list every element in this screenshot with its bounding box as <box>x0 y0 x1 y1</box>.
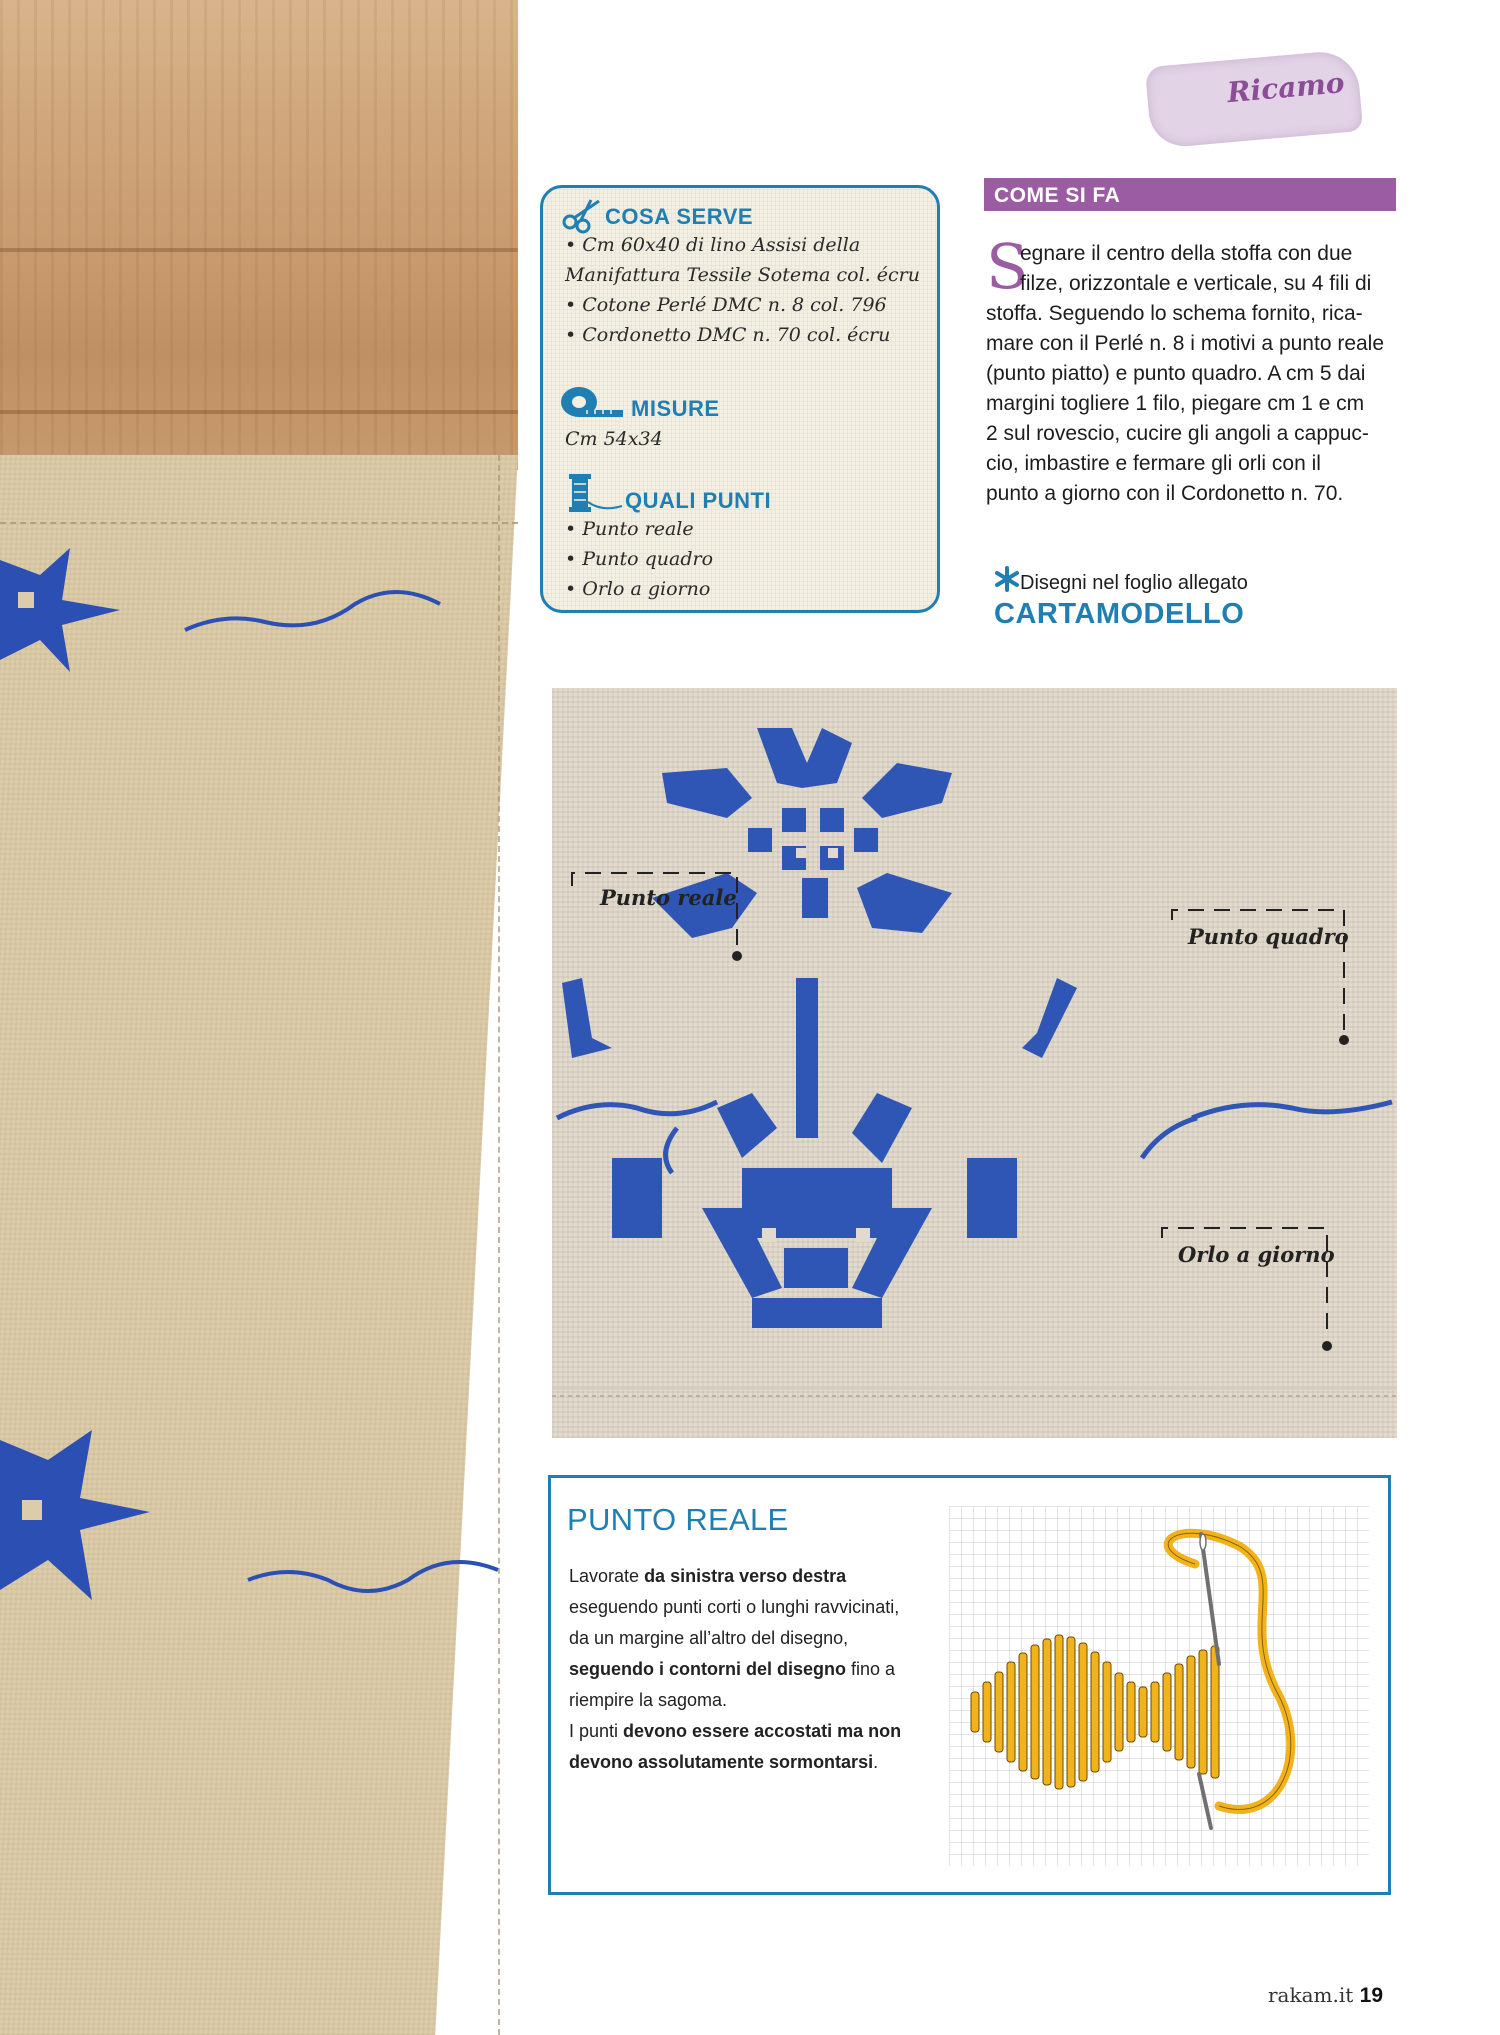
punto-reale-diagram <box>949 1506 1369 1866</box>
instructions-line: (punto piatto) e punto quadro. A cm 5 dai <box>986 362 1366 385</box>
punto-reale-line <box>569 1566 846 1587</box>
embroidery-detail-photo <box>552 688 1397 1438</box>
materials-line: • Cotone Perlé DMC n. 8 col. 796 <box>565 294 887 316</box>
materials-line: • Cm 60x40 di lino Assisi della <box>565 234 861 256</box>
stitch-bar <box>1151 1682 1159 1742</box>
stitch-item: • Orlo a giorno <box>565 578 711 600</box>
pattern-note: Disegni nel foglio allegato <box>1020 572 1248 594</box>
quali-punti-heading: QUALI PUNTI <box>625 488 772 513</box>
punto-reale-segment: da sinistra verso destra <box>644 1566 847 1586</box>
stitch-item: • Punto reale <box>565 518 694 540</box>
punto-reale-segment: devono assolutamente sormontarsi <box>569 1752 874 1772</box>
stitch-bar <box>1043 1639 1051 1785</box>
section-tag-label: Ricamo <box>1225 66 1346 110</box>
stitch-bar <box>1067 1637 1075 1787</box>
punto-reale-segment: I punti <box>569 1721 624 1741</box>
misure-value: Cm 54x34 <box>565 428 663 450</box>
label-orlo-a-giorno: Orlo a giorno <box>1178 1242 1335 1267</box>
instructions-line: cio, imbastire e fermare gli orli con il <box>986 452 1321 475</box>
stitch-bar <box>1031 1645 1039 1779</box>
stitch-bar <box>1019 1653 1027 1771</box>
materials-box <box>540 185 940 613</box>
stitch-bar <box>1091 1652 1099 1772</box>
instructions-line: filze, orizzontale e verticale, su 4 fili di <box>1020 272 1372 295</box>
instructions-heading: COME SI FA <box>984 178 1396 211</box>
stitch-bar <box>1163 1673 1171 1751</box>
pattern-title: CARTAMODELLO <box>994 598 1245 630</box>
tablecloth-embroidery <box>0 0 518 2035</box>
label-punto-reale: Punto reale <box>600 885 737 910</box>
punto-reale-segment: fino a <box>846 1659 896 1679</box>
stitch-bar <box>1007 1662 1015 1762</box>
instructions-line: stoffa. Seguendo lo schema fornito, rica- <box>986 302 1363 325</box>
punto-reale-line <box>569 1659 895 1680</box>
punto-reale-segment: devono essere accostati ma non <box>623 1721 902 1741</box>
punto-reale-line <box>569 1690 727 1711</box>
scissors-icon <box>561 198 601 234</box>
punto-reale-segment: seguendo i contorni del disegno <box>569 1659 847 1679</box>
stitch-bar <box>1199 1650 1207 1774</box>
page-footer <box>1268 1983 1383 2008</box>
embroidery-motif <box>552 688 1397 1438</box>
stitch-bar <box>983 1682 991 1742</box>
dropcap: S <box>986 230 1029 303</box>
instructions-line: margini togliere 1 filo, piegare cm 1 e cm <box>986 392 1365 415</box>
thread-spool-icon <box>565 472 625 516</box>
asterisk-icon <box>994 566 1020 592</box>
stitch-bar <box>971 1692 979 1732</box>
punto-reale-title: PUNTO REALE <box>567 1502 789 1537</box>
stitch-bar <box>1211 1646 1219 1778</box>
punto-reale-line <box>569 1721 901 1742</box>
instructions-line: egnare il centro della stoffa con due <box>1020 242 1353 265</box>
stitch-bar <box>1115 1673 1123 1751</box>
stitch-bar <box>1103 1662 1111 1762</box>
punto-reale-segment: da un margine all’altro del disegno, <box>569 1628 849 1648</box>
materials-line: • Cordonetto DMC n. 70 col. écru <box>565 324 891 346</box>
label-punto-quadro: Punto quadro <box>1188 924 1349 949</box>
stitch-bar <box>1127 1682 1135 1742</box>
materials-line: Manifattura Tessile Sotema col. écru <box>565 264 920 286</box>
measuring-tape-icon <box>559 384 625 420</box>
stitch-bar <box>1175 1664 1183 1760</box>
stitch-item: • Punto quadro <box>565 548 714 570</box>
stitch-bar <box>1187 1656 1195 1768</box>
footer-site: rakam.it <box>1268 1983 1354 2007</box>
instructions-line: 2 sul rovescio, cucire gli angoli a cappuc- <box>986 422 1369 445</box>
instructions-line: mare con il Perlé n. 8 i motivi a punto reale <box>986 332 1385 355</box>
punto-reale-segment: eseguendo punti corti o lunghi ravvicinati, <box>569 1597 900 1617</box>
instructions-line: punto a giorno con il Cordonetto n. 70. <box>986 482 1344 505</box>
stitch-bar <box>1055 1635 1063 1789</box>
punto-reale-segment: riempire la sagoma. <box>569 1690 728 1710</box>
punto-reale-line <box>569 1752 878 1773</box>
stitch-bar <box>1139 1687 1147 1737</box>
section-tag <box>1145 49 1363 149</box>
stitch-bar <box>1079 1643 1087 1781</box>
tablecloth-photo <box>0 0 518 2035</box>
punto-reale-segment: Lavorate <box>569 1566 645 1586</box>
stitch-bar <box>995 1672 1003 1752</box>
page-number: 19 <box>1359 1984 1384 2007</box>
punto-reale-line <box>569 1597 899 1618</box>
punto-reale-box <box>548 1475 1391 1895</box>
punto-reale-segment: . <box>873 1752 879 1772</box>
punto-reale-line <box>569 1628 848 1649</box>
misure-heading: MISURE <box>631 396 720 421</box>
cosa-serve-heading: COSA SERVE <box>605 204 754 229</box>
